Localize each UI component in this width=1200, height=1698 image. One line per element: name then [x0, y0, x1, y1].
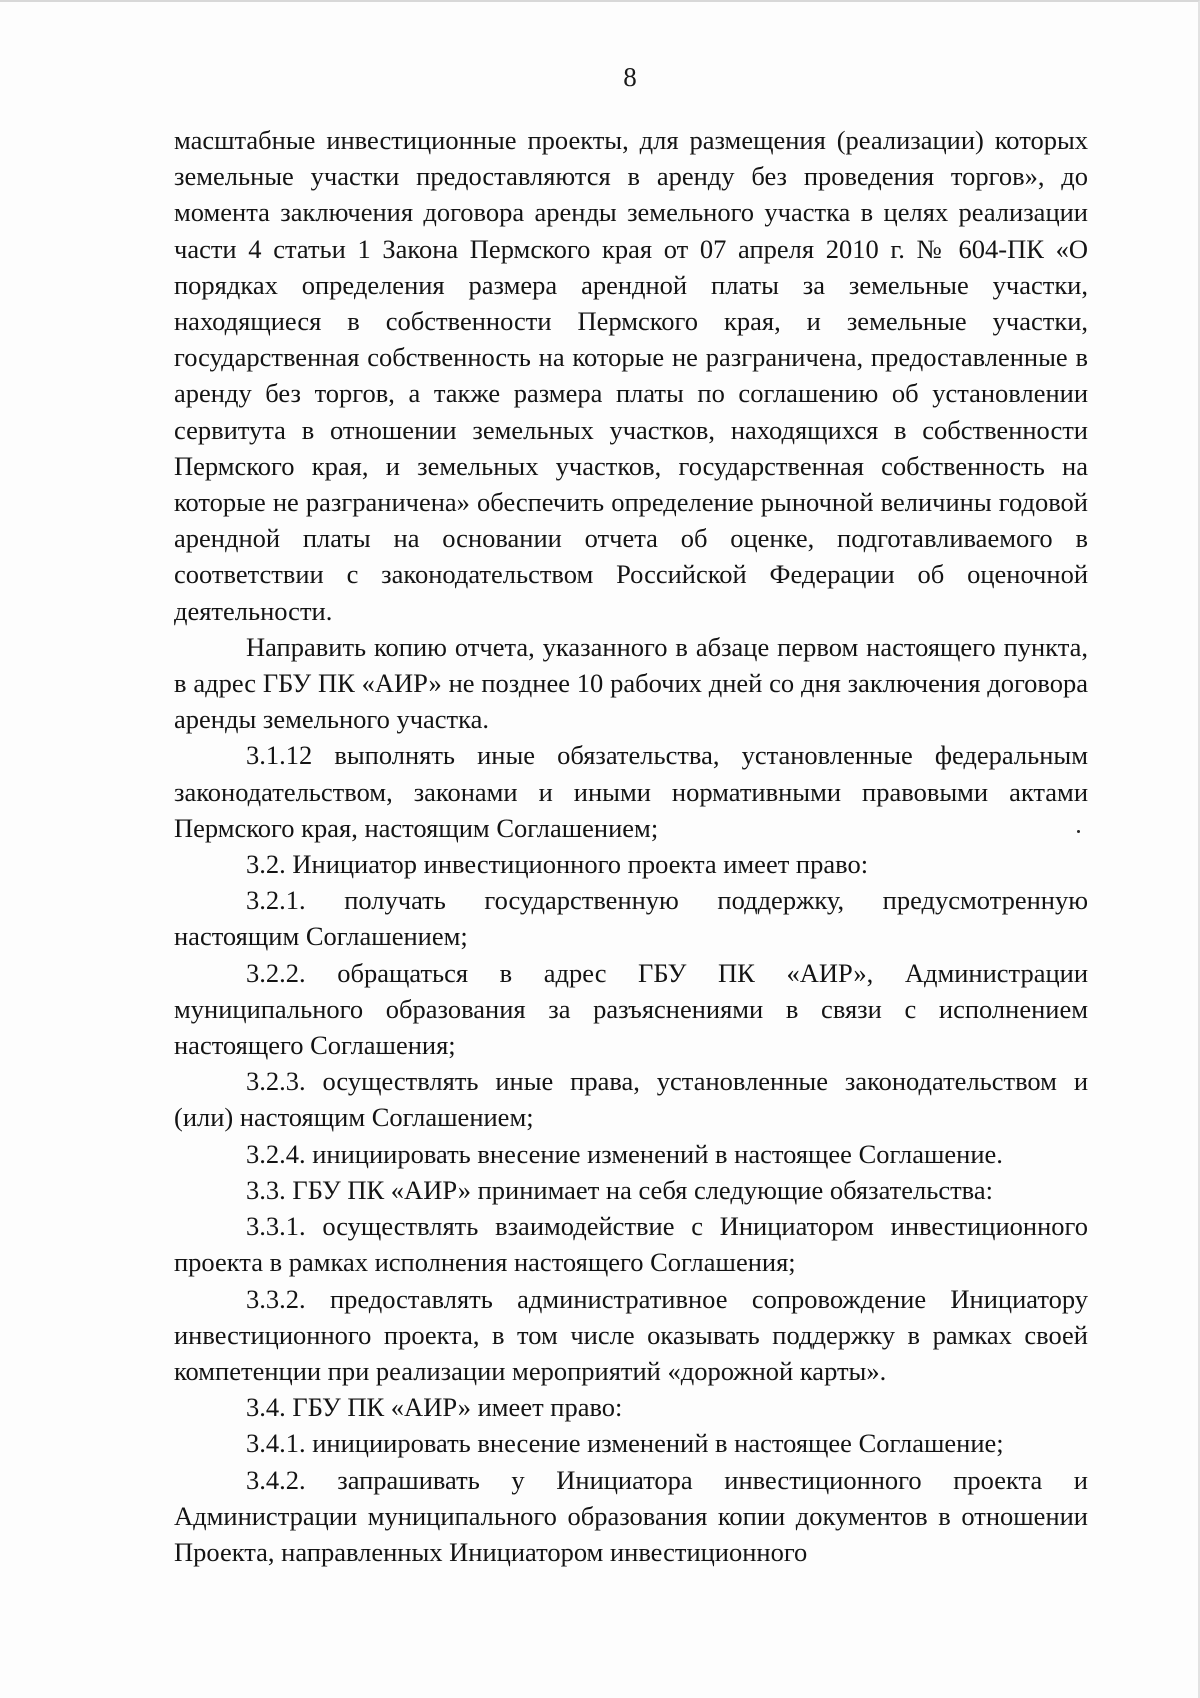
clause-3-2-4: 3.2.4. инициировать внесение изменений в настоящее Соглашение.	[246, 1138, 1003, 1169]
scan-speck	[1077, 830, 1080, 833]
page-number: 8	[623, 62, 637, 92]
clause-3-4-2: 3.4.2. запрашивать у Инициатора инвестиционного проекта и Администрации муниципального образования копии документов в отношении Проекта, направленных Инициатором инвестиционного	[174, 1464, 1088, 1567]
clause-3-1-12: 3.1.12 выполнять иные обязательства, установленные федеральным законодательством, законами и иными нормативными правовыми актами Пермского края, настоящим Соглашением;	[174, 740, 1088, 843]
clause-3-3-1: 3.3.1. осуществлять взаимодействие с Инициатором инвестиционного проекта в рамках исполнения настоящего Соглашения;	[174, 1211, 1088, 1278]
clause-3-2-2: 3.2.2. обращаться в адрес ГБУ ПК «АИР», Администрации муниципального образования за разъяснениями в связи с исполнением настоящего Соглашения;	[174, 957, 1088, 1061]
document-body	[174, 122, 1088, 1570]
clause-3-2-1: 3.2.1. получать государственную поддержку, предусмотренную настоящим Соглашением;	[174, 885, 1088, 952]
clause-3-4: 3.4. ГБУ ПК «АИР» имеет право:	[246, 1392, 623, 1423]
clause-3-4-1: 3.4.1. инициировать внесение изменений в настоящее Соглашение;	[246, 1428, 1004, 1459]
paragraph-lease-valuation: масштабные инвестиционные проекты, для размещения (реализации) которых земельные участки предоставляются в аренду без проведения торгов», до момента заключения договора аренды земельного участка в целях реализации части 4 статьи 1 Закона Пермского края от 07 апреля 2010 г. № 604-ПК «О порядках определения размера арендной платы за земельные участки, находящиеся в собственности Пермского края, и земельные участки, государственная собственность на которые не разграничена, предоставленные в аренду без торгов, а также размера платы по соглашению об установлении сервитута в отношении земельных участков, находящихся в собственности Пермского края, и земельных участков, государственная собственность на которые не разграничена» обеспечить определение рыночной величины годовой арендной платы на основании отчета об оценке, подготавливаемого в соответствии с законодательством Российской Федерации об оценочной деятельности.	[174, 125, 1088, 626]
clause-3-3-2: 3.3.2. предоставлять административное сопровождение Инициатору инвестиционного проекта, в том числе оказывать поддержку в рамках своей компетенции при реализации мероприятий «дорожной карты».	[174, 1283, 1088, 1386]
clause-3-2-3: 3.2.3. осуществлять иные права, установленные законодательством и (или) настоящим Соглашением;	[174, 1066, 1088, 1133]
clause-3-2: 3.2. Инициатор инвестиционного проекта имеет право:	[246, 849, 869, 880]
paragraph-report-copy: Направить копию отчета, указанного в абзаце первом настоящего пункта, в адрес ГБУ ПК «АИР» не позднее 10 рабочих дней со дня заключения договора аренды земельного участка.	[174, 631, 1088, 735]
clause-3-3: 3.3. ГБУ ПК «АИР» принимает на себя следующие обязательства:	[246, 1174, 993, 1205]
